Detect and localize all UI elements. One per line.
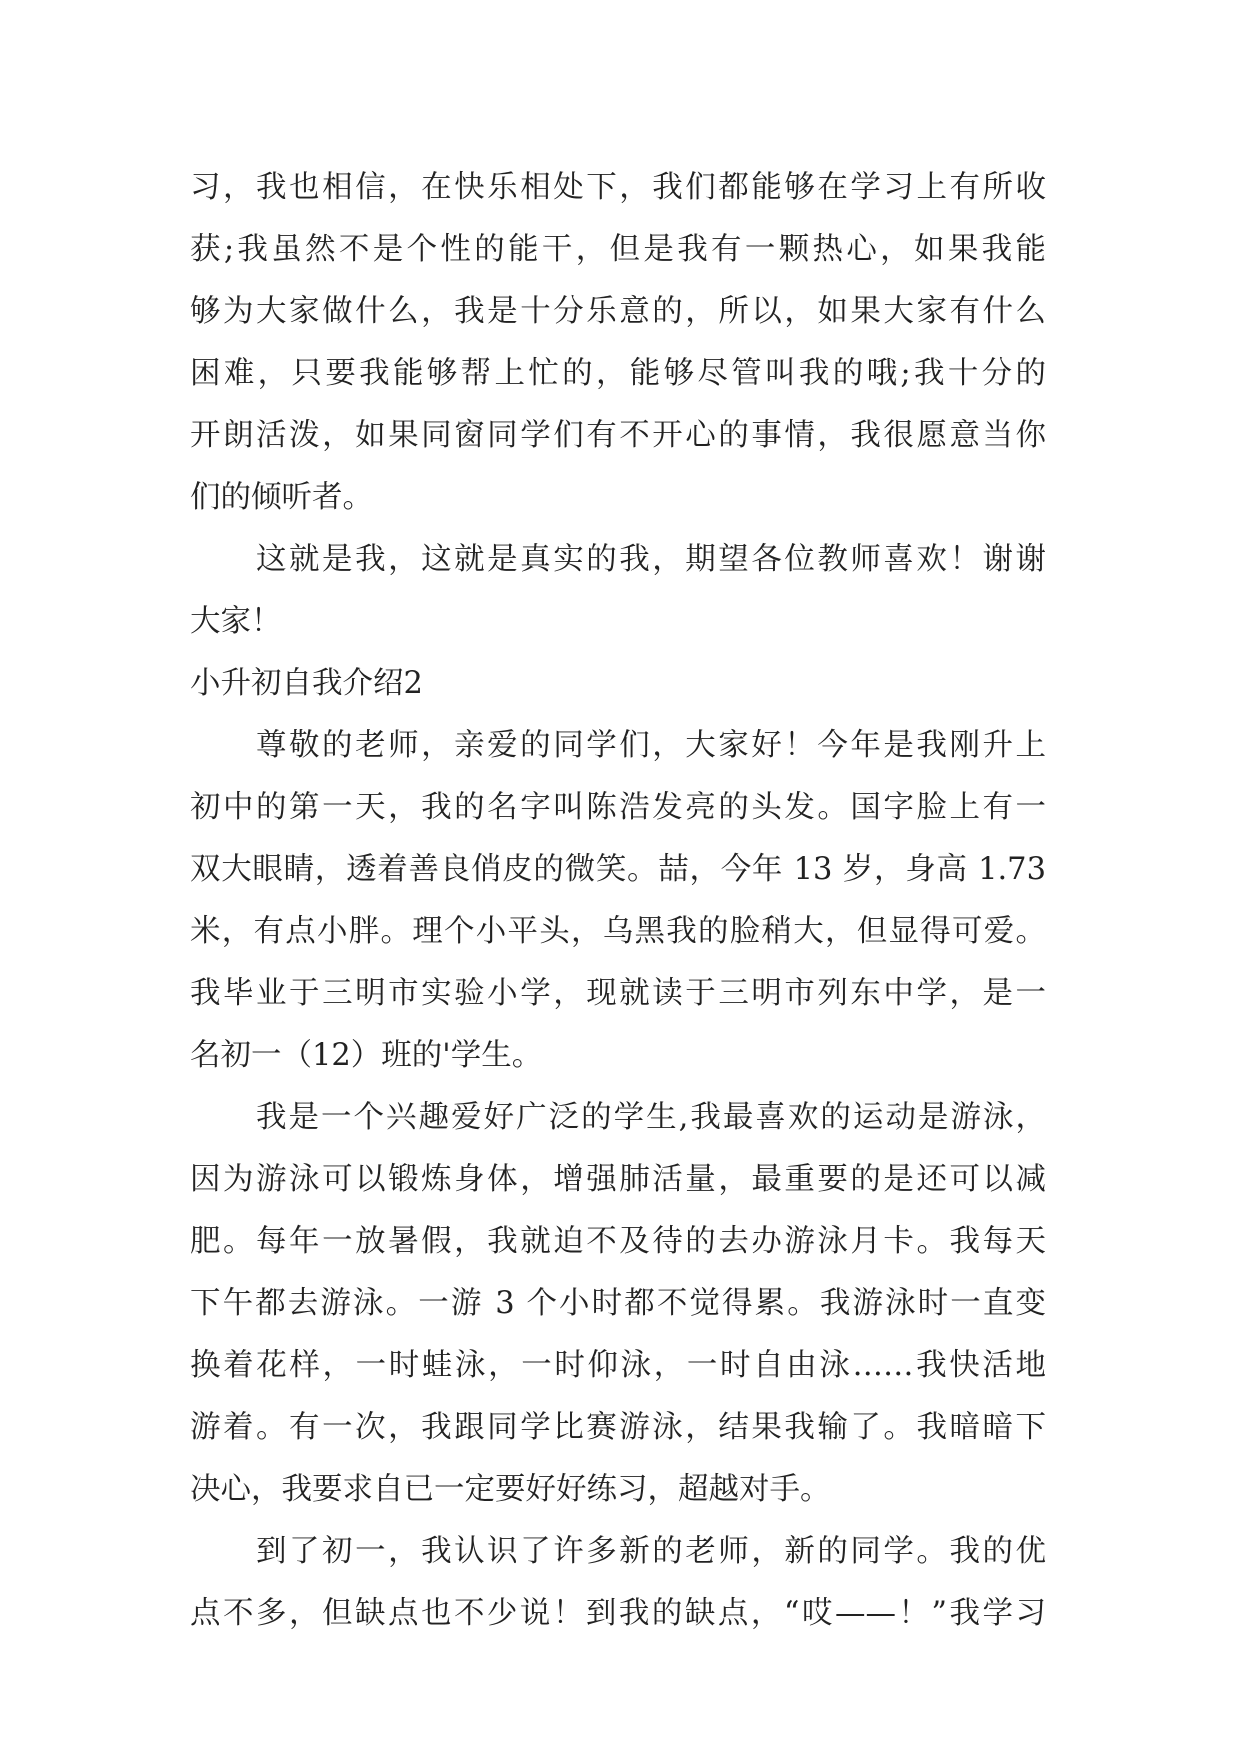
text-line: 初中的第一天，我的名字叫陈浩发亮的头发。国字脸上有一 <box>190 790 1046 825</box>
paragraph <box>190 715 1046 1087</box>
section-heading <box>190 653 1046 715</box>
text-line: 点不多，但缺点也不少说！到我的缺点，“哎——！”我学习 <box>190 1596 1046 1631</box>
text-line: 开朗活泼，如果同窗同学们有不开心的事情，我很愿意当你 <box>190 418 1046 453</box>
paragraph <box>190 1521 1046 1645</box>
text-line: 肥。每年一放暑假，我就迫不及待的去办游泳月卡。我每天 <box>190 1224 1046 1259</box>
text-line: 尊敬的老师，亲爱的同学们，大家好！今年是我刚升上 <box>256 728 1046 763</box>
text-line: 我毕业于三明市实验小学，现就读于三明市列东中学，是一 <box>190 976 1046 1011</box>
text-line: 我是一个兴趣爱好广泛的学生,我最喜欢的运动是游泳， <box>256 1100 1046 1135</box>
text-line: 困难，只要我能够帮上忙的，能够尽管叫我的哦;我十分的 <box>190 356 1046 391</box>
paragraph <box>190 1087 1046 1521</box>
text-line: 们的倾听者。 <box>190 480 373 515</box>
text-line: 名初一（12）班的'学生。 <box>190 1038 543 1073</box>
text-line: 够为大家做什么，我是十分乐意的，所以，如果大家有什么 <box>190 294 1046 329</box>
text-line: 游着。有一次，我跟同学比赛游泳，结果我输了。我暗暗下 <box>190 1410 1046 1445</box>
text-line: 到了初一，我认识了许多新的老师，新的同学。我的优 <box>256 1534 1046 1569</box>
text-line: 决心，我要求自已一定要好好练习，超越对手。 <box>190 1472 831 1507</box>
paragraph <box>190 157 1046 529</box>
text-line: 换着花样，一时蛙泳，一时仰泳，一时自由泳……我快活地 <box>190 1348 1046 1383</box>
text-line: 下午都去游泳。一游 3 个小时都不觉得累。我游泳时一直变 <box>190 1286 1046 1321</box>
text-line: 习，我也相信，在快乐相处下，我们都能够在学习上有所收 <box>190 170 1046 205</box>
heading-text: 小升初自我介绍2 <box>190 666 423 701</box>
text-line: 获;我虽然不是个性的能干，但是我有一颗热心，如果我能 <box>190 232 1046 267</box>
paragraph <box>190 529 1046 653</box>
document-body <box>190 157 1046 1645</box>
text-line: 米，有点小胖。理个小平头，乌黑我的脸稍大，但显得可爱。 <box>190 914 1046 949</box>
text-line: 双大眼睛，透着善良俏皮的微笑。喆，今年 13 岁，身高 1.73 <box>190 852 1046 887</box>
text-line: 这就是我，这就是真实的我，期望各位教师喜欢！谢谢 <box>256 542 1046 577</box>
text-line: 因为游泳可以锻炼身体，增强肺活量，最重要的是还可以减 <box>190 1162 1046 1197</box>
text-line: 大家！ <box>190 604 282 639</box>
